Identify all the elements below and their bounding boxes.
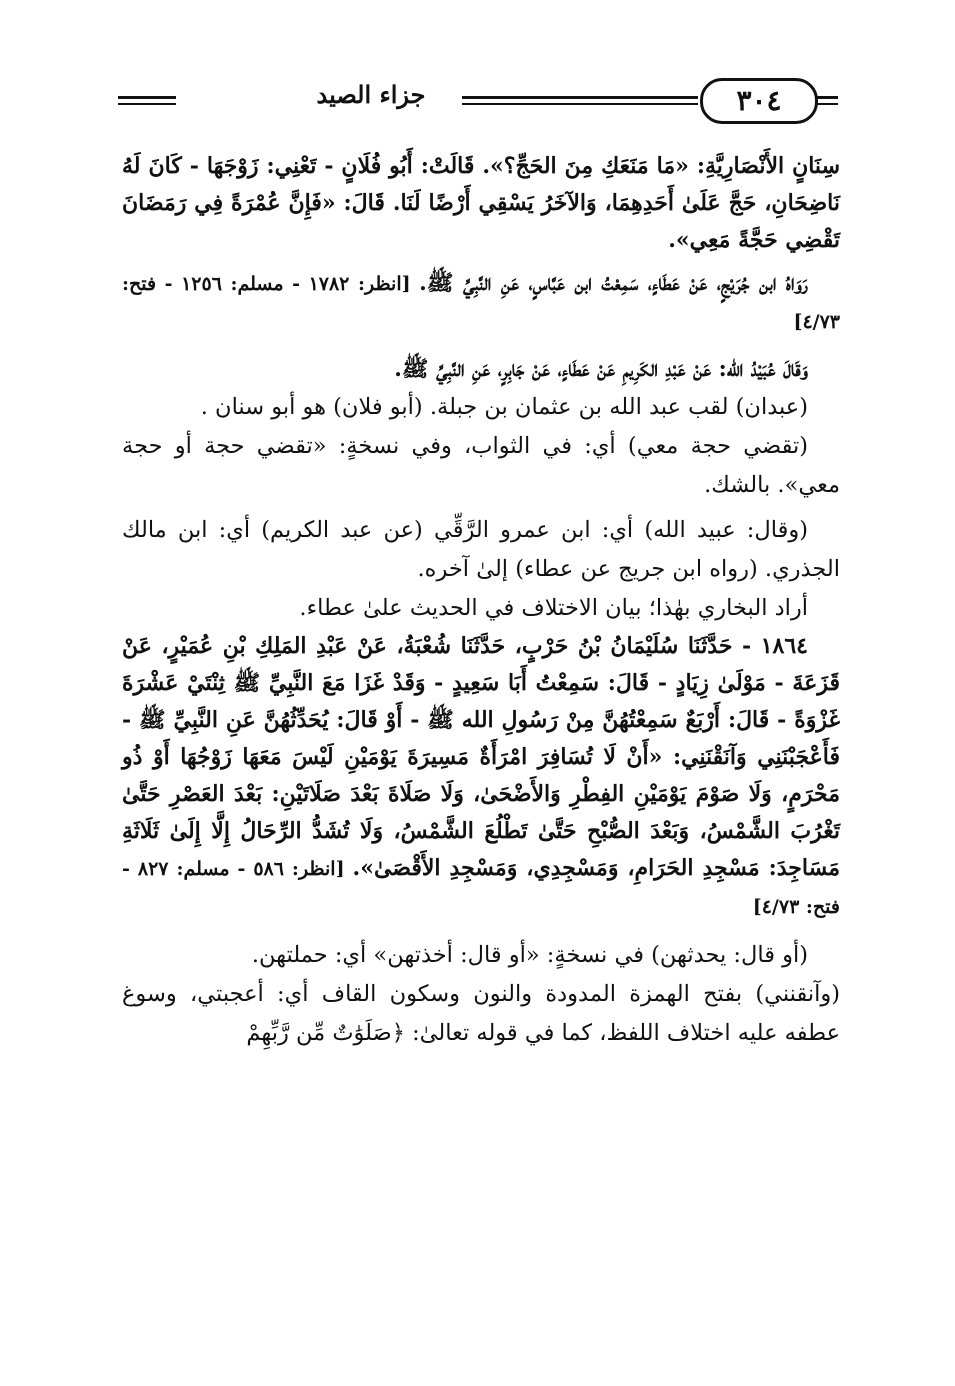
hadith-text: ١٨٦٤ - حَدَّثَنَا سُلَيْمَانُ بْنُ حَرْبٍ، حَدَّثَنَا شُعْبَةُ، عَنْ عَبْدِ المَلِكِ بْنِ عُمَيْرٍ، عَنْ قَزَعَةَ - مَوْلَىٰ زِيَادٍ - قَالَ: سَمِعْتُ أَبَا سَعِيدٍ - وَقَدْ غَزَا مَعَ النَّبِيِّ ﷺ ثِنْتَيْ عَشْرَةَ غَزْوَةً - قَالَ: أَرْبَعٌ سَمِعْتُهُنَّ مِنْ رَسُولِ الله ﷺ - أَوْ قَالَ: يُحَدِّثُهُنَّ عَنِ النَّبِيِّ ﷺ - فَأَعْجَبْنَنِي وَآنَقْنَنِي: «أَنْ لَا تُسَافِرَ امْرَأَةٌ مَسِيرَةَ يَوْمَيْنِ لَيْسَ مَعَهَا زَوْجُهَا أَوْ ذُو مَحْرَمٍ، وَلَا صَوْمَ يَوْمَيْنِ الفِطْرِ وَالأَضْحَىٰ، وَلَا صَلَاةَ بَعْدَ صَلَاتَيْنِ: بَعْدَ العَصْرِ حَتَّىٰ تَغْرُبَ الشَّمْسُ، وَبَعْدَ الصُّبْحِ حَتَّىٰ تَطْلُعَ الشَّمْسُ، وَلَا تُشَدُّ الرِّحَالُ إِلَّا إِلَىٰ ثَلَاثَةِ مَسَاجِدَ: مَسْجِدِ الحَرَامِ، وَمَسْجِدِي، وَمَسْجِدِ الأَقْصَىٰ». <box>122 633 840 881</box>
commentary-paragraph: أراد البخاري بهٰذا؛ بيان الاختلاف في الحديث علىٰ عطاء. <box>299 595 808 621</box>
hadith-1864 <box>122 628 840 926</box>
header-rule-middle <box>462 96 698 105</box>
hadith-text: وَقَالَ عُبَيْدُ الله: عَنْ عَبْدِ الكَرِيمِ عَنْ عَطَاءٍ، عَنْ جَابِرٍ، عَنِ النَّبِيِّ ﷺ. <box>394 356 808 382</box>
running-title: جزاء الصيد <box>316 80 426 109</box>
hadith-text: رَوَاهُ ابن جُرَيْجٍ، عَنْ عَطَاءٍ، سَمِعْتُ ابن عَبَّاسٍ، عَنِ النَّبِيِّ ﷺ. <box>419 270 808 296</box>
commentary-paragraph: (أو قال: يحدثهن) في نسخةٍ: «أو قال: أخذتهن» أي: حملتهن. <box>251 942 808 968</box>
cross-reference: [انظر: ١٧٨٢ - مسلم: ١٢٥٦ - فتح: ٤/٧٣] <box>122 273 840 333</box>
hadith-riwaya <box>122 265 840 341</box>
commentary-paragraph: (تقضي حجة معي) أي: في الثواب، وفي نسخةٍ: «تقضي حجة أو حجة معي». بالشك. <box>122 433 840 498</box>
commentary-paragraph: (عبدان) لقب عبد الله بن عثمان بن جبلة. (أبو فلان) هو أبو سنان . <box>200 394 808 420</box>
cross-reference: [انظر: ٥٨٦ - مسلم: ٨٢٧ - فتح: ٤/٧٣] <box>122 858 840 918</box>
commentary-paragraph: (وقال: عبيد الله) أي: ابن عمرو الرَّقِّي (عن عبد الكريم) أي: ابن مالك الجذري. (رواه ابن جريج عن عطاء) إلىٰ آخره. <box>122 517 840 582</box>
page-number: ٣٠٤ <box>700 78 818 124</box>
header-rule-left <box>118 96 176 105</box>
hadith-text: سِنَانٍ الأَنْصَارِيَّةِ: «مَا مَنَعَكِ مِنَ الحَجِّ؟». قَالَتْ: أَبُو فُلَانٍ - تَعْنِي: زَوْجَهَا - كَانَ لَهُ نَاضِحَانِ، حَجَّ عَلَىٰ أَحَدِهِمَا، وَالآخَرُ يَسْقِي أَرْضًا لَنَا. قَالَ: «فَإِنَّ عُمْرَةً فِي رَمَضَانَ تَقْضِي حَجَّةً مَعِي». <box>122 153 840 253</box>
header-rule-right <box>816 96 838 105</box>
running-header <box>118 78 838 124</box>
commentary-paragraph: (وآنقنني) بفتح الهمزة المدودة والنون وسكون القاف أي: أعجبتي، وسوغ عطفه عليه اختلاف اللفظ، كما في قوله تعالىٰ: ﴿صَلَوَٰتٌ مِّن رَّبِّهِمْ <box>122 981 840 1046</box>
page-body <box>122 148 840 1053</box>
